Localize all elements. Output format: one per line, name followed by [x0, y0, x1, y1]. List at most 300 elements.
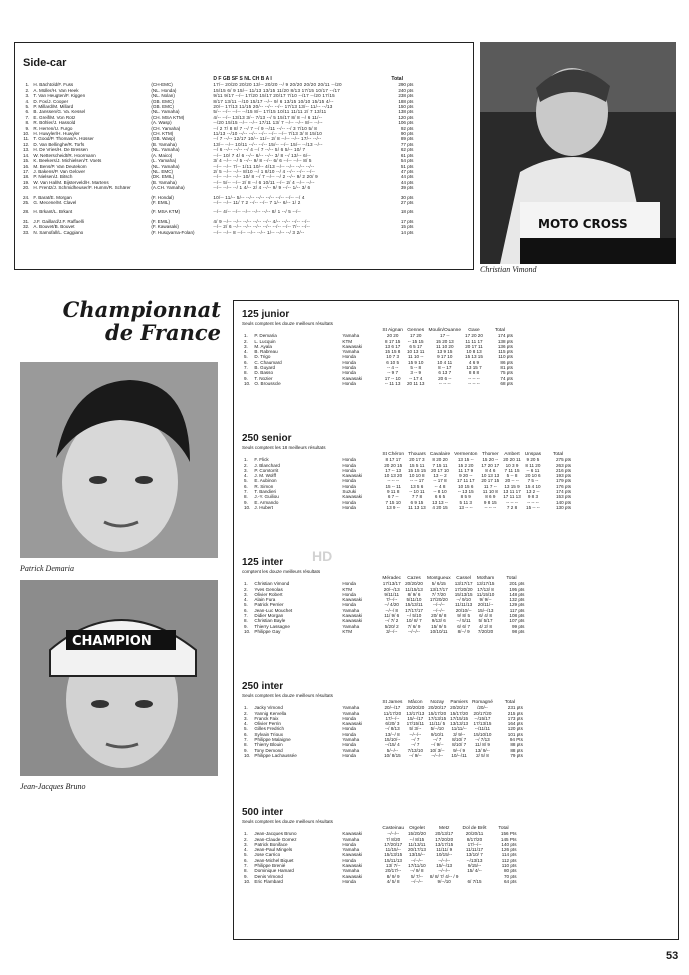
sidecar-total: 44 pts	[400, 179, 414, 185]
venue-result: 11/ 9/ 6	[384, 613, 400, 619]
venue-result: 20/17/20	[473, 710, 492, 716]
sidecar-team: (L. Yamaha)	[151, 158, 177, 164]
venue-result: -- -- --	[484, 504, 497, 510]
section-note: Seuls comptent les douze meilleurs résultats	[242, 819, 333, 824]
sidecar-results: 11/13 --/10 --/-- --/-- --/-- --/-- --/-- 7/13 3/ 8 15/10	[213, 131, 322, 137]
venue-result: 15/13/11	[405, 602, 423, 608]
venue-result: --/ 9/ 8	[410, 868, 424, 874]
venue-header: Méradec	[382, 576, 402, 581]
sidecar-total: 18 pts	[400, 209, 414, 215]
rider-position: 4.	[244, 721, 248, 727]
rider-name: Philippe Lachaussée	[254, 752, 297, 758]
rider-name: F. Flick	[254, 457, 269, 463]
venue-result: 5/ 5/17	[478, 618, 493, 624]
venue-header: Gennes	[407, 328, 425, 333]
rider-name: M. Ayala	[254, 343, 272, 349]
venue-result: 20 17 11	[465, 343, 483, 349]
rider-name: B. Guyard	[254, 365, 276, 371]
sidecar-team: (F. MSA KTM)	[151, 209, 180, 215]
rider-name: E. Armando	[254, 499, 279, 505]
venue-result: --/--/--	[438, 857, 451, 863]
venue-result: 8/10/ 7	[452, 737, 467, 743]
venue-header: Ambert	[504, 452, 520, 457]
rider-total: 129 pts	[509, 602, 525, 608]
sidecar-team: (CH-EMC)	[151, 82, 173, 88]
section-title: 125 junior	[242, 309, 290, 320]
venue-result: 15 -- --	[526, 504, 540, 510]
rider-team: Honda	[342, 504, 356, 510]
venue-result: -- 17 8	[433, 478, 447, 484]
sidecar-team: (NL. Yamaha)	[151, 109, 180, 115]
venue-result: 20 17 10	[431, 467, 449, 473]
sidecar-team: (F. EMIL)	[151, 199, 171, 205]
sidecar-position: 5.	[25, 104, 30, 110]
rider-team: Yamaha	[342, 747, 360, 753]
rider-total: 140 pts	[501, 841, 517, 847]
rider-position: 8.	[244, 494, 248, 500]
rider-name: Jean-Claude Gomez	[254, 836, 297, 842]
sidecar-total: 150 pts	[398, 104, 414, 110]
venue-header: Cavalaire	[429, 452, 451, 457]
rider-name: Tony Demond	[254, 747, 283, 753]
rider-team: Honda	[342, 462, 356, 468]
rider-position: 2.	[244, 586, 248, 592]
venue-result: 15/--/13	[477, 607, 494, 613]
venue-result: 15 20 13	[435, 338, 454, 344]
venue-header: Romagné	[472, 700, 493, 705]
venue-result: 3/--/--	[386, 628, 398, 634]
sidecar-crew: W. Netterscheidt/R. Hoormann	[33, 152, 96, 158]
venue-result: 15 -- 11	[385, 483, 401, 489]
rider-team: Kawasaki	[342, 473, 363, 479]
rider-team: Honda	[342, 591, 356, 597]
rider-total: 156 Pts	[500, 831, 517, 837]
venue-result: --/ 7	[411, 742, 420, 748]
rider-name: R. Simon	[254, 483, 274, 489]
sidecar-total: 51 pts	[400, 163, 414, 169]
venue-result: 20 6 --	[438, 375, 452, 381]
sidecar-total: 27 pts	[400, 199, 414, 205]
venue-header: Total	[498, 826, 509, 831]
rider-team: Honda	[342, 742, 356, 748]
venue-result: 8/10/ 7	[452, 742, 467, 748]
sidecar-results: 3/ 4 --/-- --/ 5 --/-- 9/ 8 --/-- 6/ 6 --/-- --/-- 8/ 5	[213, 158, 312, 164]
rider-team: Kawasaki	[342, 613, 363, 619]
venue-result: 7/--/--	[386, 597, 398, 603]
sidecar-crew: B. Janssen/G. Va. Kessel	[33, 109, 86, 115]
sidecar-position: 32.	[23, 224, 30, 230]
sidecar-position: 15.	[23, 158, 30, 164]
venue-result: 20 17 15	[481, 478, 500, 484]
rider-total: 138 pts	[497, 338, 513, 344]
cap-brand-text: CHAMPION	[72, 634, 152, 649]
venue-result: 9 8 3	[527, 494, 539, 500]
sidecar-position: 2.	[25, 87, 30, 93]
sidecar-position: 24.	[23, 194, 30, 200]
section-note: comptent les douze meilleurs résultats	[242, 569, 321, 574]
sidecar-row	[21, 191, 415, 200]
rider-total: 136 pts	[497, 343, 513, 349]
venue-result: 5/ 7/--	[410, 873, 423, 879]
venue-result: 10 15 6	[458, 483, 474, 489]
venue-result: 8/ 9/ 9	[386, 873, 400, 879]
sidecar-results: --/-- 10/ 7 4/ 6 --/-- 6/-- --/-- 3/ 8 --/ 13/-- 6/--	[213, 152, 311, 158]
rider-position: 4.	[244, 473, 248, 479]
rider-name: Gilles Fredrich	[254, 726, 285, 732]
venue-result: 11/17/20	[383, 710, 402, 716]
venue-result: 8 20 20	[432, 457, 448, 463]
venue-result: 7 2 8	[506, 504, 518, 510]
sidecar-position: 7.	[25, 114, 30, 120]
venue-result: -- 6 11	[526, 467, 540, 473]
venue-result: 17/20/20	[435, 836, 454, 842]
venue-result: 6/20/ 3	[385, 721, 400, 727]
venue-result: 20/17/--	[385, 868, 402, 874]
rider-name: Alain Fura	[254, 597, 276, 603]
venue-result: 10/ 8/15	[384, 752, 401, 758]
venue-result: --/ 9/--	[430, 742, 444, 748]
section-title: 500 inter	[242, 807, 284, 818]
sidecar-position: 16.	[23, 163, 30, 169]
rider-team: Kawasaki	[342, 494, 363, 500]
rider-total: 176 pts	[555, 483, 572, 489]
venue-header: Vermenton	[454, 452, 478, 457]
venue-header: Total	[504, 700, 515, 705]
rider-name: Philippe Gay	[254, 628, 281, 634]
sidecar-team: (GB. EMC)	[151, 98, 174, 104]
venue-result: 11/15/10	[476, 591, 495, 597]
venue-result: 20 11 13	[406, 380, 425, 386]
sidecar-total: 120 pts	[398, 114, 414, 120]
venue-result: 10 13 20	[384, 473, 403, 479]
rider-team: Kawasaki	[342, 873, 363, 879]
rider-position: 8.	[244, 742, 248, 748]
rider-team: Honda	[342, 841, 356, 847]
venue-result: --/--/--	[432, 607, 445, 613]
sidecar-results: --/-- --/-- 8 --/-- --/-- --/-- 1/-- --/-- --/ 3 2/--	[213, 229, 305, 235]
venue-result: 15/--/17	[407, 715, 424, 721]
venue-result: 17/13/15	[428, 715, 447, 721]
venue-result: 13/17/15	[435, 841, 454, 847]
rider-team: Yamaha	[342, 868, 360, 874]
sidecar-team: (GB. EMC)	[151, 104, 174, 110]
sidecar-position: 13.	[23, 147, 30, 153]
rider-team: Honda	[342, 478, 356, 484]
sidecar-total: 90 pts	[400, 131, 414, 137]
venue-result: 13/10/ 7	[466, 852, 483, 858]
rider-team: Honda	[342, 370, 356, 376]
venue-result: 17/15/15	[450, 715, 469, 721]
venue-result: 11 7 --	[483, 483, 497, 489]
rider-team: Honda	[342, 380, 356, 386]
rider-team: Yamaha	[342, 836, 360, 842]
venue-result: --/ 9/--	[409, 752, 422, 758]
venue-result: 13/17/17	[454, 581, 473, 587]
venue-result: 7 11 15	[504, 467, 520, 473]
venue-result: 9/13/ 6	[431, 618, 446, 624]
sidecar-crew: A. Bouvet/B. Bouvet	[33, 224, 75, 230]
venue-result: -- -- --	[387, 478, 400, 484]
sidecar-crew: T. Van Heugten/F. Kiggen	[33, 93, 86, 99]
venue-result: 15/20/20	[408, 831, 426, 837]
venue-result: 11/15/13	[405, 586, 423, 592]
venue-result: -- 4 8	[434, 483, 446, 489]
rider-name: Yves Genolas	[254, 586, 283, 592]
sidecar-team: (CH. Yamaha)	[151, 125, 181, 131]
venue-result: 6 10 5	[386, 359, 400, 365]
venue-result: 5/ 3/--	[409, 726, 422, 732]
rider-name: Thierry Blouin	[254, 742, 283, 748]
rider-total: 112 pts	[501, 857, 517, 863]
rider-team: Kawasaki	[342, 618, 363, 624]
venue-result: 17/13/15	[473, 721, 492, 727]
rider-team: Honda	[342, 752, 356, 758]
rider-position: 7.	[244, 613, 248, 619]
sidecar-team: (NL. Nolan)	[151, 93, 175, 99]
rider-name: Patrick Perrier	[254, 602, 284, 608]
rider-team: Honda	[342, 715, 356, 721]
rider-name: Eric Flambard	[254, 878, 283, 884]
venue-result: 15 4 10	[525, 483, 541, 489]
sidecar-total: 62 pts	[400, 147, 414, 153]
sidecar-team: (CH. KTM)	[151, 131, 174, 137]
rider-position: 10.	[244, 752, 251, 758]
sidecar-results: --/-- --/-- 7/-- 1/11 10/-- 4/13 --/-- --/-- --/-- --/--	[213, 163, 315, 169]
venue-result: 10 10 8	[409, 473, 425, 479]
rider-name: C. Chaumard	[254, 359, 282, 365]
venue-result: -- 9 7	[387, 370, 399, 376]
sidecar-total: 77 pts	[400, 141, 414, 147]
venue-result: 6/ 4/ 8	[479, 613, 492, 619]
venue-result: 13 9 15	[437, 349, 453, 355]
rider-team: Honda	[342, 365, 356, 371]
venue-result: 13 5 6	[410, 483, 424, 489]
rider-total: 86 pts	[500, 359, 513, 365]
results-table	[242, 452, 573, 510]
venue-header: Motham	[476, 576, 495, 581]
venue-result: -- 17 4	[409, 375, 423, 381]
sidecar-results: 20/-- 17/13 11/15 20/-- --/-- --/-- 17/13 13/-- 11/-- --/13	[213, 104, 333, 110]
sidecar-team: (GB. Wasp)	[151, 136, 176, 142]
rider-name: Jose Carrico	[254, 852, 281, 858]
rider-name: E. Aubinon	[254, 478, 277, 484]
venue-result: -- -- --	[527, 499, 539, 505]
rider-position: 3.	[244, 343, 248, 349]
venue-result: --/ 7	[411, 737, 420, 743]
photo-bike-text: MOTO CROSS	[538, 217, 628, 231]
venue-result: 13 -- --	[458, 504, 473, 510]
sidecar-position: 10.	[23, 131, 30, 137]
venue-result: 4/ 2/ 8	[479, 623, 492, 629]
rider-name: Jacky Vimond	[254, 705, 283, 711]
rider-position: 9.	[244, 873, 248, 879]
rider-team: Honda	[342, 602, 356, 608]
venue-result: 17 11 17	[456, 478, 475, 484]
rider-position: 6.	[244, 607, 248, 613]
venue-result: 9 20 5	[526, 457, 540, 463]
venue-result: 3/ 9/--	[453, 731, 466, 737]
venue-result: 8/--/ 9	[457, 628, 470, 634]
venue-result: --/ 8/15	[409, 836, 425, 842]
venue-header: Montgueux	[426, 576, 451, 581]
sidecar-position: 4.	[25, 98, 30, 104]
rider-position: 7.	[244, 737, 248, 743]
venue-result: --/ 4/20	[384, 602, 399, 608]
venue-result: -- -- --	[468, 380, 480, 386]
venue-result: 9/10/1	[430, 731, 444, 737]
sidecar-results: 2/ 5 --/-- --/-- 8/10 --/ 1 8/10 --/ 4 --/-- --/-- --/--	[213, 168, 315, 174]
sidecar-crew: T. Good/P. Thomas/A. Hüsser	[33, 136, 94, 142]
venue-header: Moulin/Ouanne	[428, 328, 462, 333]
rider-name: Denis Vimond	[254, 873, 283, 879]
rider-total: 110 pts	[498, 354, 513, 360]
venue-result: --/15/ 4	[385, 742, 400, 748]
venue-result: 17 --	[440, 333, 450, 339]
venue-result: 17/20/17	[384, 841, 403, 847]
rider-name: J. M. Wolff	[254, 473, 276, 479]
venue-result: 11/ 8/ 9	[474, 742, 490, 748]
rider-position: 7.	[244, 489, 248, 495]
page-number: 53	[666, 950, 679, 962]
sidecar-team: (DK. EMIL)	[151, 174, 175, 180]
venue-result: 13 2 --	[526, 489, 540, 495]
rider-total: 80 pts	[503, 868, 517, 874]
venue-result: 20/10/--	[455, 607, 472, 613]
venue-result: 15/ 9/ 5	[431, 623, 447, 629]
sidecar-crew: J. Bakens/P. Van Gelover	[33, 168, 86, 174]
rider-position: 1.	[244, 333, 248, 339]
venue-result: 10 7 3	[386, 354, 400, 360]
sidecar-crew: K. Beekers/J. Michielsen/T. Voets	[33, 158, 102, 164]
sidecar-crew: D. Van Bellinghe/R. Torfs	[33, 141, 85, 147]
rider-total: 231 pts	[507, 705, 523, 711]
sidecar-results: 4/-- --/-- 13/13 3/-- 7/13 --/ 5 15/17 8/ 8 --/ 6 11/--	[213, 114, 323, 120]
venue-result: 8 5 9	[460, 494, 471, 500]
venue-result: 5 -- 8	[506, 473, 518, 479]
rider-team: Kawasaki	[342, 375, 363, 381]
venue-result: 13/17/13	[406, 710, 425, 716]
venue-result: 15 5 11	[409, 462, 425, 468]
section-note: Seuls comptent les douze meilleurs résultats	[242, 693, 333, 698]
sidecar-table	[21, 77, 415, 235]
rider-total: 140 pts	[555, 499, 572, 505]
rider-total: 110 pts	[501, 863, 517, 869]
rider-total: 130 pts	[555, 504, 572, 510]
rider-position: 3.	[244, 591, 248, 597]
rider-total: 195 pts	[509, 586, 525, 592]
venue-result: 13/13/13	[450, 721, 469, 727]
rider-total: 70 pts	[503, 873, 517, 879]
sidecar-crew: D. Fox/J. Cooper	[33, 98, 69, 104]
sidecar-team: (NL. Yamaha)	[151, 147, 180, 153]
rider-position: 4.	[244, 349, 248, 355]
rider-name: B. Rabreau	[254, 349, 278, 355]
rider-position: 5.	[244, 478, 248, 484]
venue-result: 17 11 13	[503, 494, 521, 500]
rider-total: 148 pts	[509, 591, 525, 597]
rider-name: T. Nozier	[254, 375, 273, 381]
venue-result: --/--/ 8	[385, 607, 398, 613]
venue-result: 8 6 9	[485, 494, 496, 500]
venue-result: 13 13 --	[432, 499, 448, 505]
venue-result: 10/--/11	[451, 752, 467, 758]
venue-result: --/ 5/11	[456, 618, 471, 624]
venue-result: -- -- 17	[410, 478, 424, 484]
rider-total: 101 pts	[507, 731, 523, 737]
rider-total: 99 pts	[511, 623, 525, 629]
rider-position: 5.	[244, 852, 248, 858]
rider-position: 1.	[244, 831, 248, 837]
rider-position: 8.	[244, 618, 248, 624]
rider-team: Honda	[342, 359, 356, 365]
venue-result: 9/15/--	[467, 863, 482, 869]
venue-result: -- 15 15	[407, 338, 424, 344]
rider-team: Yamaha	[342, 349, 360, 355]
venue-header: Pamiers	[450, 700, 468, 705]
venue-result: 10 8 13	[466, 349, 482, 355]
results-table	[242, 700, 525, 758]
venue-result: 17/--/--	[385, 715, 400, 721]
sidecar-position: 8.	[25, 120, 30, 126]
venue-result: --/--/--	[408, 628, 420, 634]
venue-header: Total	[494, 328, 505, 333]
rider-team: Kawasaki	[342, 343, 363, 349]
rider-position: 4.	[244, 597, 248, 603]
venue-result: 15/10/10	[473, 731, 492, 737]
rider-position: 8.	[244, 370, 248, 376]
rider-team: Honda	[342, 581, 356, 587]
venue-result: 15/13/15	[454, 591, 473, 597]
rider-position: 10.	[244, 628, 251, 634]
rider-total: 132 pts	[509, 597, 525, 603]
venue-result: 6 5 17	[409, 343, 423, 349]
sidecar-results: 17/-- 20/20 20/20 13/-- 20/20 --/ 9 20/20 20/20 20/11 --/20	[213, 82, 342, 88]
venue-result: 9 20 --	[459, 473, 473, 479]
sidecar-team: (B. Yamaha)	[151, 141, 177, 147]
section-125-junior	[242, 309, 672, 386]
venue-result: 9 8 15	[483, 499, 497, 505]
sidecar-results: --/20 15/15 --/-- --/-- 17/11 13/ 7 --/-- --/-- 8/-- --/--	[213, 120, 323, 126]
sidecar-total: 14 pts	[400, 229, 414, 235]
venue-result: 4 20 15	[432, 504, 448, 510]
venue-result: 17 20 20	[465, 333, 483, 339]
rider-name: Olivier Perrin	[254, 721, 281, 727]
venue-result: -- -- --	[468, 375, 480, 381]
rider-total: 275 pts	[555, 457, 572, 463]
venue-result: --/13/13	[466, 857, 483, 863]
venue-result: 20 20 15	[384, 462, 403, 468]
venue-result: 20/20/17	[428, 705, 447, 711]
rider-position: 10.	[244, 504, 251, 510]
results-table	[242, 826, 519, 884]
sidecar-crew: R. Herren/U. Furgo	[33, 125, 73, 131]
venue-result: 17/11/10	[408, 863, 426, 869]
results-row	[242, 581, 526, 586]
sidecar-crew: W. Van Hal/M. Bijsterveld/H. Martens	[33, 179, 109, 185]
venue-result: --/ 9/10	[456, 597, 471, 603]
rider-position: 1.	[244, 457, 248, 463]
rider-team: KTM	[342, 586, 353, 592]
rider-name: L. Lucquin	[254, 338, 276, 344]
venue-header: Mâcon	[408, 700, 423, 705]
venue-result: 11/11/ 5	[429, 721, 446, 727]
venue-result: 20/17/13	[408, 847, 426, 853]
rider-total: 114 pts	[501, 852, 517, 858]
rider-position: 9.	[244, 747, 248, 753]
rider-team: Yamaha	[342, 847, 360, 853]
venue-result: 20/11/--	[477, 602, 494, 608]
rider-team: Honda	[342, 731, 356, 737]
